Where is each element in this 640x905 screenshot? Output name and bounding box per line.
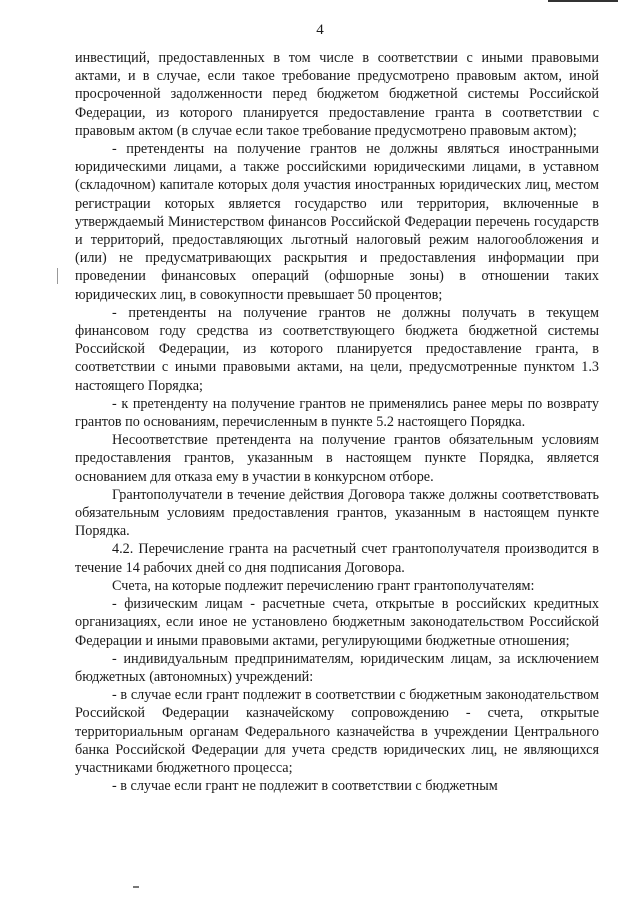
document-body	[75, 49, 599, 795]
top-edge-mark	[548, 0, 618, 2]
paragraph: - физическим лицам - расчетные счета, открытые в российских кредитных организациях, если иное не установлено бюджетным законодательством Российской Федерации и иными правовыми актами, регулирующими бюджетные отношения;	[75, 596, 599, 649]
paragraph: инвестиций, предоставленных в том числе в соответствии с иными правовыми актами, и в случае, если такое требование предусмотрено правовым актом, иной просроченной задолженности перед бюджетом бюджетной системы Российской Федерации, из которого планируется предоставление гранта в соответствии с правовым актом (в случае если такое требование предусмотрено правовым актом);	[75, 50, 599, 139]
paragraph: - в случае если грант не подлежит в соответствии с бюджетным	[112, 778, 498, 795]
bottom-mark	[133, 886, 139, 888]
paragraph: Грантополучатели в течение действия Договора также должны соответствовать обязательным условиям предоставления грантов, указанным в настоящем пункте Порядка.	[75, 486, 599, 540]
paragraph: Счета, на которые подлежит перечислению грант грантополучателям:	[112, 577, 535, 594]
paragraph: - претенденты на получение грантов не должны получать в текущем финансовом году средства из соответствующего бюджета бюджетной системы Российской Федерации, из которого планируется предоставление гранта, в соответствии с иными правовыми актами, на цели, предусмотренные пунктом 1.3 настоящего Порядка;	[75, 304, 599, 394]
paragraph: - в случае если грант подлежит в соответствии с бюджетным законодательством Российской Федерации казначейскому сопровождению - счета, открытые территориальным органам Федерального казначейства в учреждении Центрального банка Российской Федерации для учета средств юридических лиц, не являющихся участниками бюджетного процесса;	[75, 687, 599, 776]
paragraph: - к претенденту на получение грантов не применялись ранее меры по возврату грантов по основаниям, перечисленным в пункте 5.2 настоящего Порядка.	[75, 395, 599, 431]
paragraph: - индивидуальным предпринимателям, юридическим лицам, за исключением бюджетных (автономных) учреждений:	[75, 650, 599, 685]
page-number: 4	[316, 22, 324, 38]
paragraph: Несоответствие претендента на получение грантов обязательным условиям предоставления грантов, указанным в настоящем пункте Порядка, является основанием для отказа ему в участии в конкурсном отборе.	[75, 432, 599, 485]
paragraph: 4.2. Перечисление гранта на расчетный счет грантополучателя производится в течение 14 рабочих дней со дня подписания Договора.	[75, 541, 599, 576]
paragraph: - претенденты на получение грантов не должны являться иностранными юридическими лицами, а также российскими юридическими лицами, в уставном (складочном) капитале которых доля участия иностранных юридических лиц, местом регистрации которых является государство или территория, включенные в утверждаемый Министерством финансов Российской Федерации перечень государств и территорий, предоставляющих льготный налоговый режим налогообложения и (или) не предусматривающих раскрытия и предоставления информации при проведении финансовых операций (офшорные зоны) в отношении таких юридических лиц, в совокупности превышает 50 процентов;	[75, 141, 599, 303]
margin-mark	[57, 268, 58, 284]
